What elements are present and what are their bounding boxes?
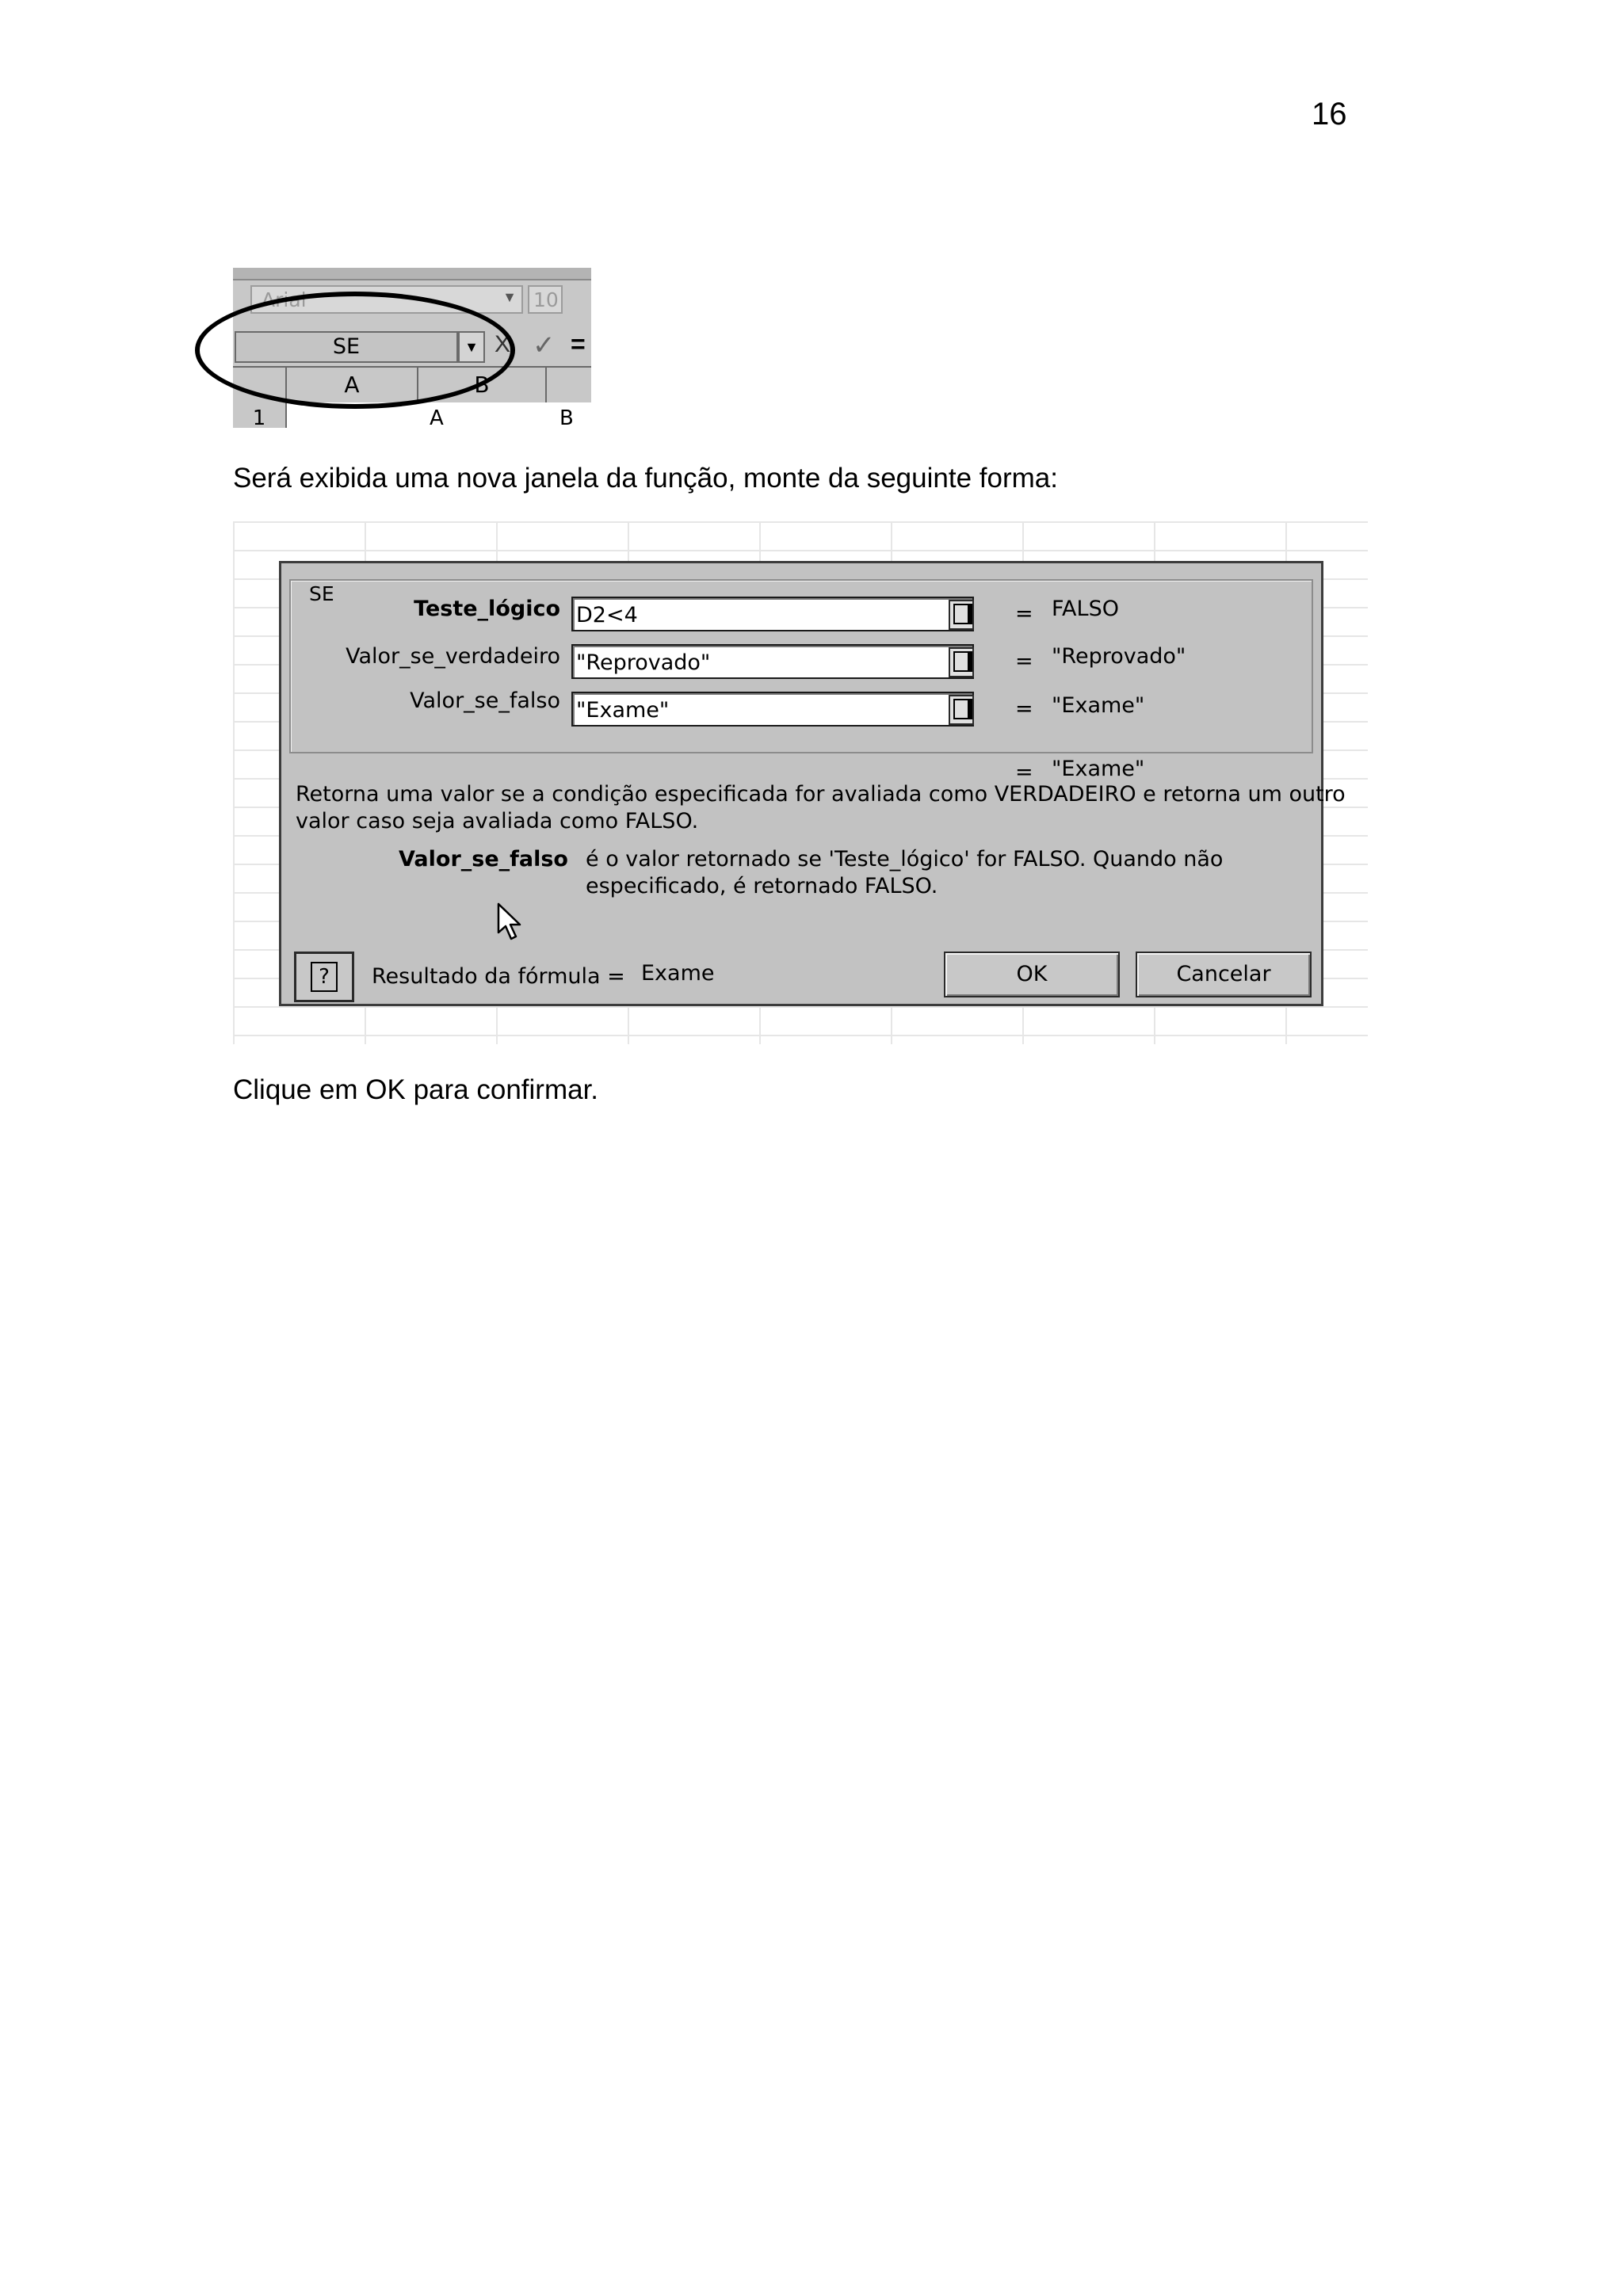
cell-a1[interactable]: A <box>430 406 444 428</box>
arg-result-teste-logico: FALSO <box>1052 597 1119 621</box>
spreadsheet-row-1 <box>233 402 591 428</box>
function-description-line1: Retorna uma valor se a condição especificada for avaliada como VERDADEIRO e retorna um outro <box>296 782 1346 807</box>
page-number: 16 <box>1312 97 1347 132</box>
formula-result-value: Exame <box>641 961 715 986</box>
arg-label-valor-se-verdadeiro: Valor_se_verdadeiro <box>346 644 560 669</box>
arg-input-value: "Exame" <box>576 698 670 723</box>
collapse-dialog-icon <box>953 699 972 719</box>
collapse-dialog-button[interactable] <box>949 600 974 630</box>
column-header-a[interactable]: A <box>287 368 418 402</box>
help-icon: ? <box>311 962 338 992</box>
mouse-pointer-icon <box>497 902 524 942</box>
arg-label-valor-se-falso: Valor_se_falso <box>410 688 560 713</box>
outro-paragraph: Clique em OK para confirmar. <box>233 1074 599 1105</box>
intro-paragraph: Será exibida uma nova janela da função, monte da seguinte forma: <box>233 463 1058 494</box>
function-arguments-dialog <box>279 561 1346 1006</box>
arg-equals: = <box>1015 601 1033 626</box>
function-description-line2: valor caso seja avaliada como FALSO. <box>296 809 699 833</box>
overall-result: "Exame" <box>1052 757 1145 781</box>
cancel-button[interactable]: Cancelar <box>1136 952 1312 997</box>
group-title: SE <box>307 582 337 606</box>
overall-equals: = <box>1015 760 1033 784</box>
arg-help-line1: é o valor retornado se 'Teste_lógico' for FALSO. Quando não <box>586 847 1224 871</box>
font-size-value: 10 <box>533 288 559 311</box>
arg-result-valor-se-falso: "Exame" <box>1052 693 1145 718</box>
insert-function-equals-icon[interactable]: = <box>571 330 586 358</box>
arg-input-teste-logico[interactable] <box>571 597 974 631</box>
arg-equals: = <box>1015 696 1033 721</box>
arg-label-teste-logico: Teste_lógico <box>414 597 560 621</box>
cancel-entry-icon[interactable]: X <box>495 331 511 357</box>
collapse-dialog-icon <box>953 651 972 672</box>
name-box-dropdown-button[interactable]: ▼ <box>458 331 485 363</box>
cell-b1[interactable]: B <box>559 406 574 428</box>
arg-input-value: "Reprovado" <box>576 650 711 675</box>
collapse-dialog-icon <box>953 604 972 624</box>
chevron-down-icon: ▼ <box>502 289 517 305</box>
column-header-b[interactable]: B <box>418 368 547 402</box>
arg-input-valor-se-verdadeiro[interactable] <box>571 644 974 679</box>
font-name-value: Arial <box>262 288 307 311</box>
arg-help-name: Valor_se_falso <box>399 847 568 871</box>
highlight-ellipse <box>195 292 515 409</box>
arg-result-valor-se-verdadeiro: "Reprovado" <box>1052 644 1186 669</box>
ok-button[interactable]: OK <box>944 952 1120 997</box>
confirm-entry-icon[interactable]: ✓ <box>533 330 556 360</box>
collapse-dialog-button[interactable] <box>949 695 974 725</box>
row-header-1[interactable]: 1 <box>233 402 287 428</box>
font-size-dropdown[interactable] <box>528 285 563 314</box>
arg-help-line2: especificado, é retornado FALSO. <box>586 874 938 898</box>
function-dialog-screenshot <box>233 521 1368 1044</box>
arg-input-value: D2<4 <box>576 603 638 627</box>
collapse-dialog-button[interactable] <box>949 647 974 677</box>
help-button[interactable] <box>294 952 354 1002</box>
arg-equals: = <box>1015 649 1033 673</box>
toolbar-strip <box>233 268 591 280</box>
formula-result-label: Resultado da fórmula = <box>372 964 625 989</box>
arg-input-valor-se-falso[interactable] <box>571 692 974 727</box>
name-box-value: SE <box>332 334 361 359</box>
